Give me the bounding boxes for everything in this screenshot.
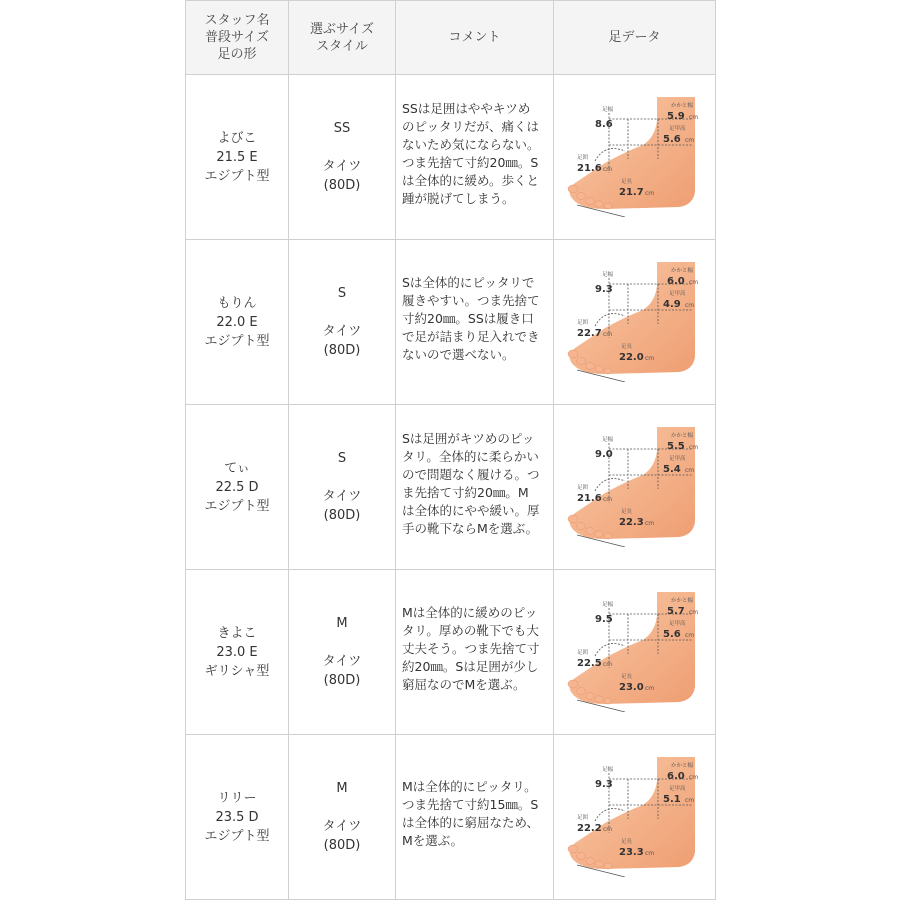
denier: (80D) — [323, 673, 361, 688]
instep-label: 足甲高 — [668, 621, 686, 627]
header-chosen-size: 選ぶサイズ — [310, 21, 374, 37]
ball-width-label: 足幅 — [601, 437, 613, 443]
comment-cell — [396, 570, 554, 735]
style-name: タイツ — [322, 489, 362, 504]
denier: (80D) — [323, 343, 361, 358]
toe — [585, 198, 593, 205]
heel-width-label: かかと幅 — [670, 103, 693, 109]
girth-unit: cm — [602, 661, 612, 668]
foot-data-cell — [554, 75, 716, 240]
size-style-cell — [289, 570, 396, 735]
toe — [595, 531, 603, 537]
staff-cell — [186, 570, 289, 735]
instep-value: 4.9 — [662, 299, 681, 310]
length-value: 22.3 — [618, 517, 644, 528]
heel-width-value: 5.9 — [666, 111, 685, 122]
instep-label: 足甲高 — [668, 291, 686, 297]
toe — [568, 515, 578, 523]
denier: (80D) — [323, 178, 361, 193]
chosen-size: M — [336, 781, 348, 796]
toe — [576, 852, 585, 859]
toe — [604, 698, 612, 704]
table-row — [186, 405, 716, 570]
heel-width-label: かかと幅 — [670, 598, 693, 604]
header-style: スタイル — [316, 38, 368, 54]
length-value: 21.7 — [618, 187, 644, 198]
length-unit: cm — [644, 520, 654, 527]
girth-value: 21.6 — [576, 163, 602, 174]
heel-width-label: かかと幅 — [670, 763, 693, 769]
table-header-row — [186, 1, 716, 75]
size-comparison-sheet — [185, 0, 715, 900]
staff-cell — [186, 735, 289, 900]
foot-type: エジプト型 — [204, 498, 270, 514]
toe — [576, 192, 585, 199]
girth-label: 足囲 — [576, 155, 588, 161]
table-row — [186, 570, 716, 735]
foot-diagram — [565, 592, 705, 712]
girth-value: 22.7 — [576, 328, 602, 339]
girth-unit: cm — [602, 331, 612, 338]
ball-width-value: 8.6 — [594, 119, 613, 130]
length-unit: cm — [644, 355, 654, 362]
toe — [568, 350, 578, 358]
size-style-cell — [289, 735, 396, 900]
instep-unit: cm — [684, 797, 694, 804]
girth-value: 22.5 — [576, 658, 602, 669]
comment-text: SSは足囲はややキツめのピッタリだが、痛くはないため気にならない。つま先捨て寸約20㎜。Sは全体的に緩め。歩くと踵が脱げてしまう。 — [402, 101, 540, 206]
staff-cell — [186, 75, 289, 240]
toe — [604, 368, 612, 374]
foot-data-cell — [554, 240, 716, 405]
comment-cell — [396, 735, 554, 900]
length-label: 足長 — [620, 674, 632, 680]
foot-type: エジプト型 — [204, 168, 270, 184]
table-row — [186, 735, 716, 900]
heel-width-value: 5.7 — [666, 606, 685, 617]
comment-cell — [396, 405, 554, 570]
heel-width-unit: cm — [688, 444, 698, 451]
size-table — [185, 0, 716, 900]
table-row — [186, 75, 716, 240]
comment-cell — [396, 75, 554, 240]
comment-text: Mは全体的にピッタリ。つま先捨て寸約15㎜。Sは全体的に窮屈なため、Mを選ぶ。 — [402, 779, 540, 848]
toe — [585, 858, 593, 865]
instep-unit: cm — [684, 632, 694, 639]
heel-width-unit: cm — [688, 279, 698, 286]
girth-label: 足囲 — [576, 650, 588, 656]
length-value: 23.3 — [618, 847, 644, 858]
staff-cell — [186, 405, 289, 570]
table-body — [186, 75, 716, 900]
header-comment: コメント — [396, 1, 554, 75]
ball-width-value: 9.3 — [594, 284, 613, 295]
girth-unit: cm — [602, 826, 612, 833]
usual-size: 22.0 E — [216, 314, 258, 330]
heel-width-label: かかと幅 — [670, 433, 693, 439]
heel-width-unit: cm — [688, 609, 698, 616]
length-unit: cm — [644, 190, 654, 197]
heel-width-unit: cm — [688, 774, 698, 781]
toe — [595, 696, 603, 702]
toe — [585, 363, 593, 370]
chosen-size: S — [337, 286, 347, 301]
foot-diagram — [565, 97, 705, 217]
length-unit: cm — [644, 685, 654, 692]
comment-text: Sは全体的にピッタリで履きやすい。つま先捨て寸約20㎜。SSは履き口で足が詰まり足入れできないので選べない。 — [402, 275, 540, 362]
usual-size: 21.5 E — [216, 149, 258, 165]
foot-type: エジプト型 — [204, 828, 270, 844]
instep-value: 5.6 — [662, 134, 681, 145]
staff-name: リリー — [217, 790, 257, 806]
length-value: 23.0 — [618, 682, 644, 693]
heel-width-label: かかと幅 — [670, 268, 693, 274]
header-staff — [186, 1, 289, 75]
ball-width-label: 足幅 — [601, 107, 613, 113]
girth-unit: cm — [602, 166, 612, 173]
size-style-cell — [289, 240, 396, 405]
size-style-cell — [289, 75, 396, 240]
toe — [568, 185, 578, 193]
toe — [576, 357, 585, 364]
style-name: タイツ — [322, 654, 362, 669]
usual-size: 22.5 D — [215, 479, 259, 495]
toe — [585, 528, 593, 535]
usual-size: 23.5 D — [215, 809, 259, 825]
instep-value: 5.4 — [662, 464, 681, 475]
toe — [604, 533, 612, 539]
instep-unit: cm — [684, 137, 694, 144]
heel-width-value: 6.0 — [666, 771, 685, 782]
length-label: 足長 — [620, 509, 632, 515]
toe — [595, 201, 603, 207]
foot-type: ギリシャ型 — [204, 663, 270, 679]
length-label: 足長 — [620, 344, 632, 350]
comment-text: Sは足囲がキツめのピッタリ。全体的に柔らかいので問題なく履ける。つま先捨て寸約20㎜。Mは全体的にやや緩い。厚手の靴下ならMを選ぶ。 — [402, 431, 540, 536]
instep-unit: cm — [684, 467, 694, 474]
chosen-size: SS — [333, 121, 351, 136]
girth-label: 足囲 — [576, 485, 588, 491]
heel-width-unit: cm — [688, 114, 698, 121]
heel-width-value: 6.0 — [666, 276, 685, 287]
toe — [568, 845, 578, 853]
instep-value: 5.1 — [662, 794, 681, 805]
style-name: タイツ — [322, 819, 362, 834]
comment-text: Mは全体的に緩めのピッタリ。厚めの靴下でも大丈夫そう。つま先捨て寸約20㎜。Sは足囲が少し窮屈なのでMを選ぶ。 — [402, 605, 540, 692]
foot-diagram — [565, 262, 705, 382]
header-staff-name: スタッフ名 — [204, 13, 270, 28]
instep-unit: cm — [684, 302, 694, 309]
instep-value: 5.6 — [662, 629, 681, 640]
foot-data-cell — [554, 570, 716, 735]
length-label: 足長 — [620, 179, 632, 185]
chosen-size: M — [336, 616, 348, 631]
comment-cell — [396, 240, 554, 405]
toe — [604, 863, 612, 869]
ball-width-label: 足幅 — [601, 767, 613, 773]
instep-label: 足甲高 — [668, 456, 686, 462]
usual-size: 23.0 E — [216, 644, 258, 660]
ball-width-label: 足幅 — [601, 602, 613, 608]
ball-width-label: 足幅 — [601, 272, 613, 278]
instep-label: 足甲高 — [668, 786, 686, 792]
toe — [604, 203, 612, 209]
length-unit: cm — [644, 850, 654, 857]
staff-name: もりん — [217, 295, 257, 311]
table-row — [186, 240, 716, 405]
staff-name: きよこ — [217, 625, 257, 641]
girth-label: 足囲 — [576, 815, 588, 821]
ball-width-value: 9.5 — [594, 614, 613, 625]
toe — [585, 693, 593, 700]
size-style-cell — [289, 405, 396, 570]
denier: (80D) — [323, 838, 361, 853]
toe — [595, 861, 603, 867]
toe — [568, 680, 578, 688]
foot-data-cell — [554, 735, 716, 900]
girth-value: 21.6 — [576, 493, 602, 504]
girth-unit: cm — [602, 496, 612, 503]
staff-name: よびこ — [217, 130, 257, 146]
staff-cell — [186, 240, 289, 405]
chosen-size: S — [337, 451, 347, 466]
foot-data-cell — [554, 405, 716, 570]
heel-width-value: 5.5 — [666, 441, 685, 452]
header-size-style — [289, 1, 396, 75]
toe — [576, 522, 585, 529]
staff-name: てぃ — [224, 460, 250, 476]
instep-label: 足甲高 — [668, 126, 686, 132]
foot-type: エジプト型 — [204, 333, 270, 349]
ball-width-value: 9.0 — [594, 449, 613, 460]
girth-label: 足囲 — [576, 320, 588, 326]
toe — [576, 687, 585, 694]
denier: (80D) — [323, 508, 361, 523]
length-value: 22.0 — [618, 352, 644, 363]
header-foot-shape: 足の形 — [217, 47, 257, 62]
foot-diagram — [565, 757, 705, 877]
header-usual-size: 普段サイズ — [205, 30, 269, 45]
style-name: タイツ — [322, 159, 362, 174]
toe — [595, 366, 603, 372]
length-label: 足長 — [620, 839, 632, 845]
girth-value: 22.2 — [576, 823, 602, 834]
ball-width-value: 9.3 — [594, 779, 613, 790]
foot-diagram — [565, 427, 705, 547]
style-name: タイツ — [322, 324, 362, 339]
header-foot-data: 足データ — [554, 1, 716, 75]
